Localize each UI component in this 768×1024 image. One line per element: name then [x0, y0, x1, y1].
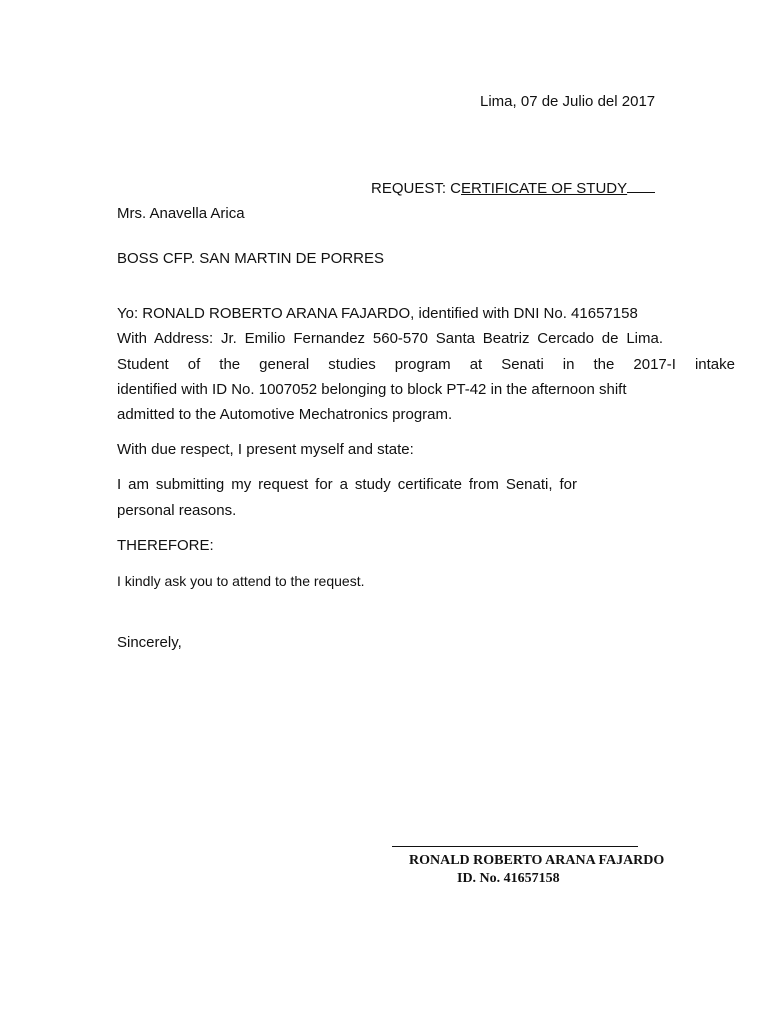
- closing-line: Sincerely,: [117, 634, 182, 651]
- signature-name: RONALD ROBERTO ARANA FAJARDO: [409, 853, 665, 868]
- therefore-heading: THEREFORE:: [117, 537, 214, 554]
- subject-underlined: ERTIFICATE OF STUDY: [461, 180, 628, 197]
- signature-id: ID. No. 41657158: [457, 871, 560, 886]
- letter-subject: [371, 177, 655, 198]
- request-line-1: I am submitting my request for a study certificate from Senati, for: [117, 476, 577, 493]
- intro-line-1: Yo: RONALD ROBERTO ARANA FAJARDO, identified with DNI No. 41657158: [117, 305, 638, 322]
- ask-line: I kindly ask you to attend to the request.: [117, 573, 365, 589]
- intro-line-2: With Address: Jr. Emilio Fernandez 560-570 Santa Beatriz Cercado de Lima.: [117, 330, 663, 347]
- letter-date: Lima, 07 de Julio del 2017: [480, 93, 656, 110]
- respect-line: With due respect, I present myself and state:: [117, 441, 414, 458]
- subject-prefix: REQUEST: C: [371, 180, 462, 197]
- intro-line-4: identified with ID No. 1007052 belonging to block PT-42 in the afternoon shift: [117, 381, 627, 398]
- recipient-title: BOSS CFP. SAN MARTIN DE PORRES: [117, 250, 385, 267]
- intro-line-3: Student of the general studies program at Senati in the 2017-I intake: [117, 356, 735, 373]
- request-line-2: personal reasons.: [117, 502, 237, 519]
- signature-line: [392, 846, 638, 847]
- intro-line-5: admitted to the Automotive Mechatronics program.: [117, 406, 453, 423]
- subject-underline-tail: [627, 177, 655, 193]
- recipient-name: Mrs. Anavella Arica: [117, 205, 245, 222]
